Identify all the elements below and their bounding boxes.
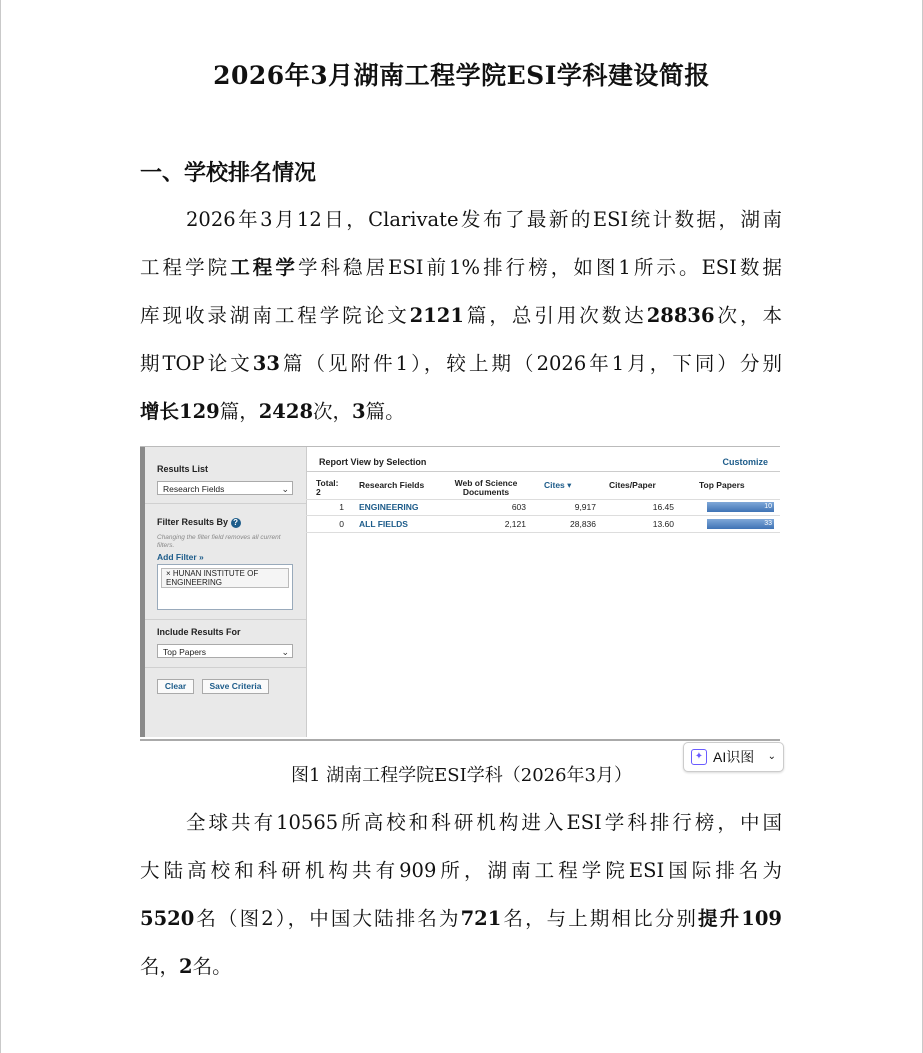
document-title: 2026年3月湖南工程学院ESI学科建设简报 [213, 61, 710, 90]
esi-include-select[interactable]: Top Papers ⌄ [157, 644, 293, 658]
esi-filter-note: Changing the filter field removes all current filters. [157, 534, 281, 549]
esi-divider [145, 503, 306, 504]
esi-add-filter-link[interactable]: Add Filter » [157, 552, 204, 562]
esi-col-top-papers[interactable]: Top Papers [699, 480, 745, 490]
para2-line4: 名，2名。 [140, 955, 232, 978]
esi-row-docs: 2,121 [504, 519, 526, 529]
esi-row-cites-per-paper: 16.45 [652, 502, 674, 512]
esi-row-cites: 9,917 [574, 502, 596, 512]
chevron-down-icon: ⌄ [767, 751, 776, 762]
para2-line3: 5520名（图2），中国大陆排名为721名，与上期相比分别提升109 [140, 907, 782, 930]
esi-col-total: Total: 2 [316, 478, 339, 497]
esi-report-panel [306, 447, 780, 737]
para2-line2: 大陆高校和科研机构共有909所，湖南工程学院ESI国际排名为 [140, 859, 782, 882]
para1-line3: 库现收录湖南工程学院论文2121篇，总引用次数达28836次，本 [140, 304, 782, 327]
esi-row-field-link[interactable]: ALL FIELDS [359, 519, 408, 529]
esi-divider [145, 667, 306, 668]
esi-col-cites-per-paper[interactable]: Cites/Paper [609, 480, 656, 490]
esi-divider [306, 471, 780, 472]
esi-col-cites[interactable]: Cites ▾ [544, 480, 572, 490]
para2-line1: 全球共有10565所高校和科研机构进入ESI学科排行榜，中国 [186, 811, 782, 834]
esi-row-rank: 1 [339, 502, 344, 512]
esi-row-divider [306, 532, 780, 533]
esi-row-divider [306, 499, 780, 500]
esi-col-research-fields[interactable]: Research Fields [359, 480, 425, 490]
esi-filter-box [157, 564, 293, 610]
chevron-down-icon: ⌄ [281, 484, 289, 494]
para1-line2: 工程学院工程学学科稳居ESI前1%排行榜，如图1所示。ESI数据 [140, 256, 782, 279]
page-border-left [0, 0, 1, 1053]
esi-row-cites: 28,836 [570, 519, 596, 529]
ai-button-label: AI识图 [713, 749, 755, 765]
esi-row-docs: 603 [511, 502, 526, 512]
esi-col-wos-documents[interactable]: Web of Science Documents [454, 478, 518, 497]
esi-customize-link[interactable]: Customize [722, 457, 768, 467]
esi-row-top-papers-bar: 10 [707, 502, 774, 512]
esi-clear-button[interactable]: Clear [157, 679, 194, 694]
para1-line5: 增长129篇，2428次，3篇。 [140, 400, 405, 423]
esi-filter-label: Filter Results By ? [157, 517, 241, 528]
esi-row-cites-per-paper: 13.60 [652, 519, 674, 529]
help-icon[interactable]: ? [231, 518, 241, 528]
esi-screenshot-figure [140, 446, 780, 741]
esi-panel-stripe [140, 447, 145, 737]
esi-save-criteria-button[interactable]: Save Criteria [202, 679, 269, 694]
figure-caption: 图1 湖南工程学院ESI学科（2026年3月） [290, 765, 632, 786]
esi-row-field-link[interactable]: ENGINEERING [359, 502, 419, 512]
esi-row-divider [306, 515, 780, 516]
esi-report-title: Report View by Selection [319, 457, 427, 467]
esi-divider [145, 619, 306, 620]
esi-filter-panel [140, 447, 307, 737]
esi-results-list-select[interactable]: Research Fields ⌄ [157, 481, 293, 495]
esi-results-list-label: Results List [157, 464, 209, 474]
paragraph-esi-summary [140, 196, 782, 436]
esi-row-top-papers-bar: 33 [707, 519, 774, 529]
sparkle-icon: ✦ [691, 749, 707, 765]
para1-line4: 期TOP论文33篇（见附件1），较上期（2026年1月，下同）分别 [140, 352, 782, 375]
paragraph-global-ranking [140, 799, 782, 991]
esi-row-rank: 0 [339, 519, 344, 529]
section-heading-school-ranking: 一、学校排名情况 [140, 160, 317, 186]
chevron-down-icon: ⌄ [281, 647, 289, 657]
esi-filter-chip[interactable]: × HUNAN INSTITUTE OF ENGINEERING [161, 568, 289, 588]
esi-include-label: Include Results For [157, 627, 241, 637]
para1-line1: 2026年3月12日，Clarivate发布了最新的ESI统计数据，湖南 [186, 208, 782, 231]
